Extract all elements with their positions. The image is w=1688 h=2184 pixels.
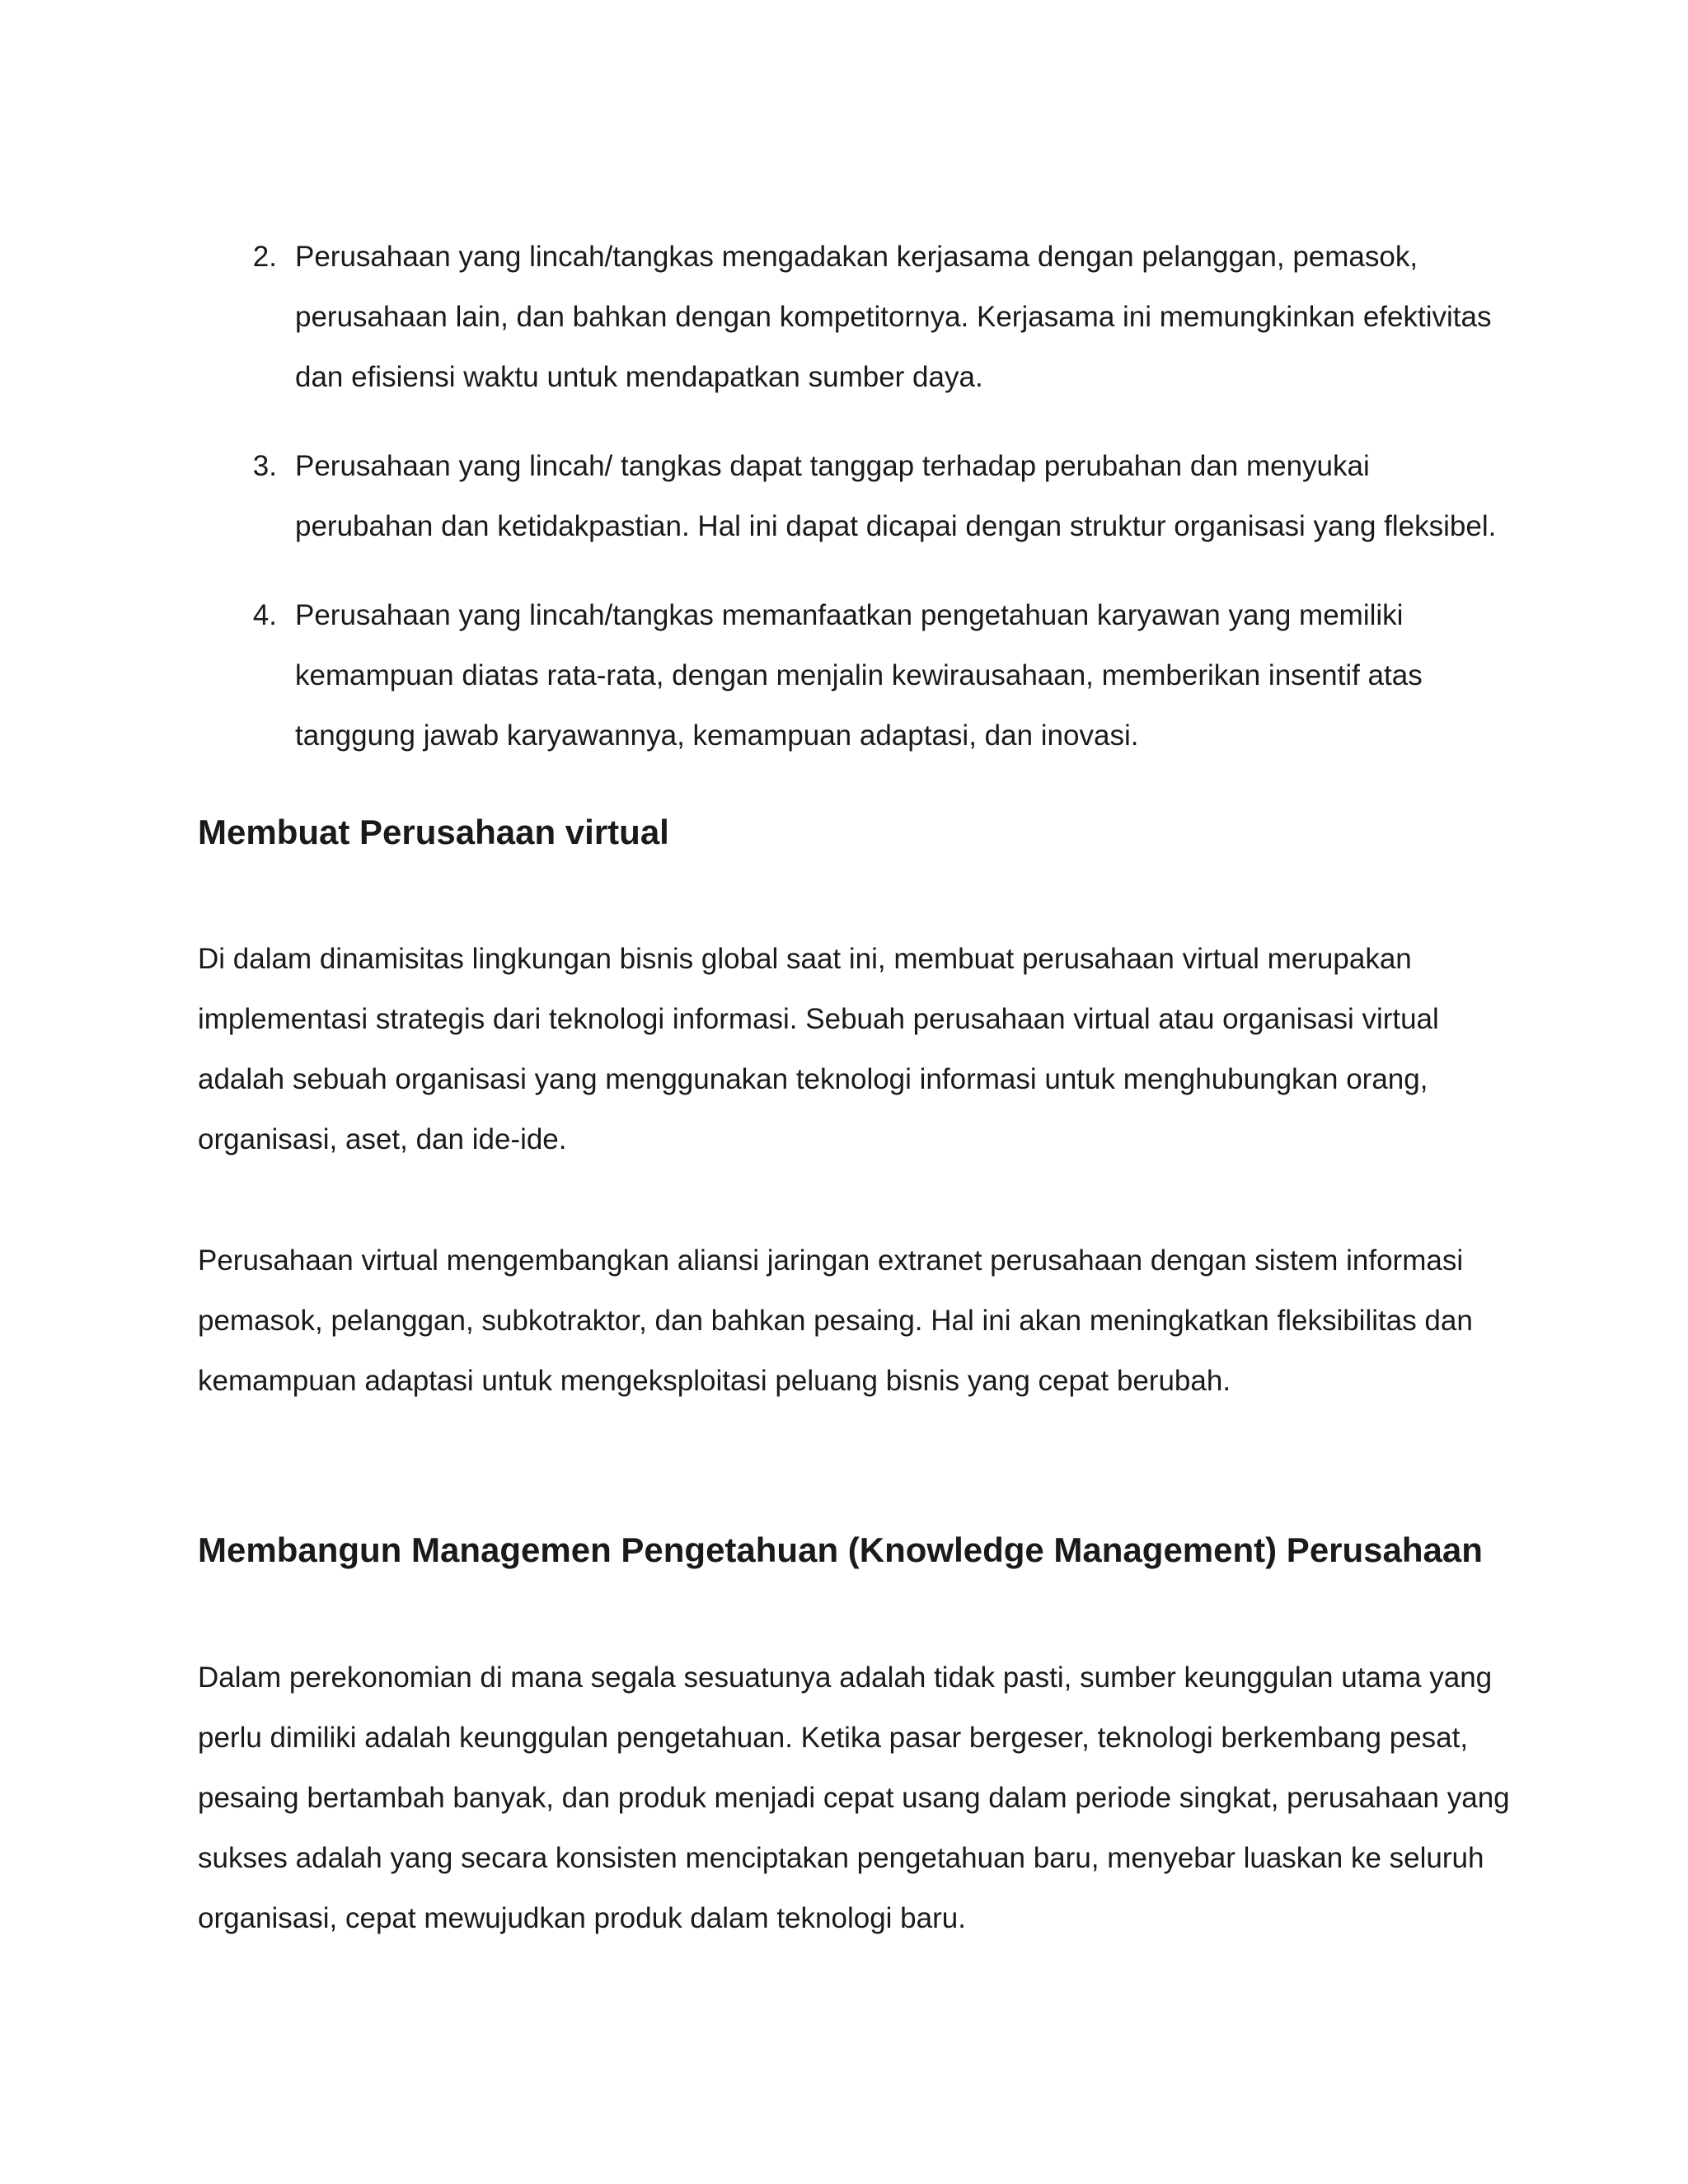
list-item-number: 3. bbox=[252, 450, 277, 482]
list-item-text: Perusahaan yang lincah/tangkas mengadakan kerjasama dengan pelanggan, pemasok, perusahaan lain, dan bahkan dengan kompetitornya. Kerjasama ini memungkinkan efektivitas dan efisiensi waktu untuk mendapatkan sumber daya. bbox=[295, 241, 1492, 393]
paragraph: Dalam perekonomian di mana segala sesuatunya adalah tidak pasti, sumber keunggulan utama yang perlu dimiliki adalah keunggulan pengetahuan. Ketika pasar bergeser, teknologi berkembang pesat, pesaing bertambah banyak, dan produk menjadi cepat usang dalam periode singkat, perusahaan yang sukses adalah yang secara konsisten menciptakan pengetahuan baru, menyebar luaskan ke seluruh organisasi, cepat mewujudkan produk dalam teknologi baru. bbox=[198, 1661, 1510, 1934]
list-item bbox=[0, 436, 1688, 556]
paragraph: Di dalam dinamisitas lingkungan bisnis global saat ini, membuat perusahaan virtual merupakan implementasi strategis dari teknologi informasi. Sebuah perusahaan virtual atau organisasi virtual adalah sebuah organisasi yang menggunakan teknologi informasi untuk menghubungkan orang, organisasi, aset, dan ide-ide. bbox=[198, 943, 1439, 1155]
list-item-number: 4. bbox=[252, 599, 277, 631]
list-item bbox=[0, 585, 1688, 766]
section-heading-virtual-company: Membuat Perusahaan virtual bbox=[198, 813, 669, 851]
section-heading-knowledge-management: Membangun Managemen Pengetahuan (Knowledge Management) Perusahaan bbox=[198, 1530, 1483, 1569]
list-item-text: Perusahaan yang lincah/tangkas memanfaatkan pengetahuan karyawan yang memiliki kemampuan diatas rata-rata, dengan menjalin kewirausahaan, memberikan insentif atas tanggung jawab karyawannya, kemampuan adaptasi, dan inovasi. bbox=[295, 599, 1423, 752]
paragraph: Perusahaan virtual mengembangkan aliansi jaringan extranet perusahaan dengan sistem informasi pemasok, pelanggan, subkotraktor, dan bahkan pesaing. Hal ini akan meningkatkan fleksibilitas dan kemampuan adaptasi untuk mengeksploitasi peluang bisnis yang cepat berubah. bbox=[198, 1244, 1473, 1397]
list-item-text: Perusahaan yang lincah/ tangkas dapat tanggap terhadap perubahan dan menyukai perubahan dan ketidakpastian. Hal ini dapat dicapai dengan struktur organisasi yang fleksibel. bbox=[295, 450, 1497, 542]
list-item-number: 2. bbox=[252, 241, 277, 273]
numbered-list bbox=[0, 198, 1688, 794]
list-item bbox=[0, 227, 1688, 407]
